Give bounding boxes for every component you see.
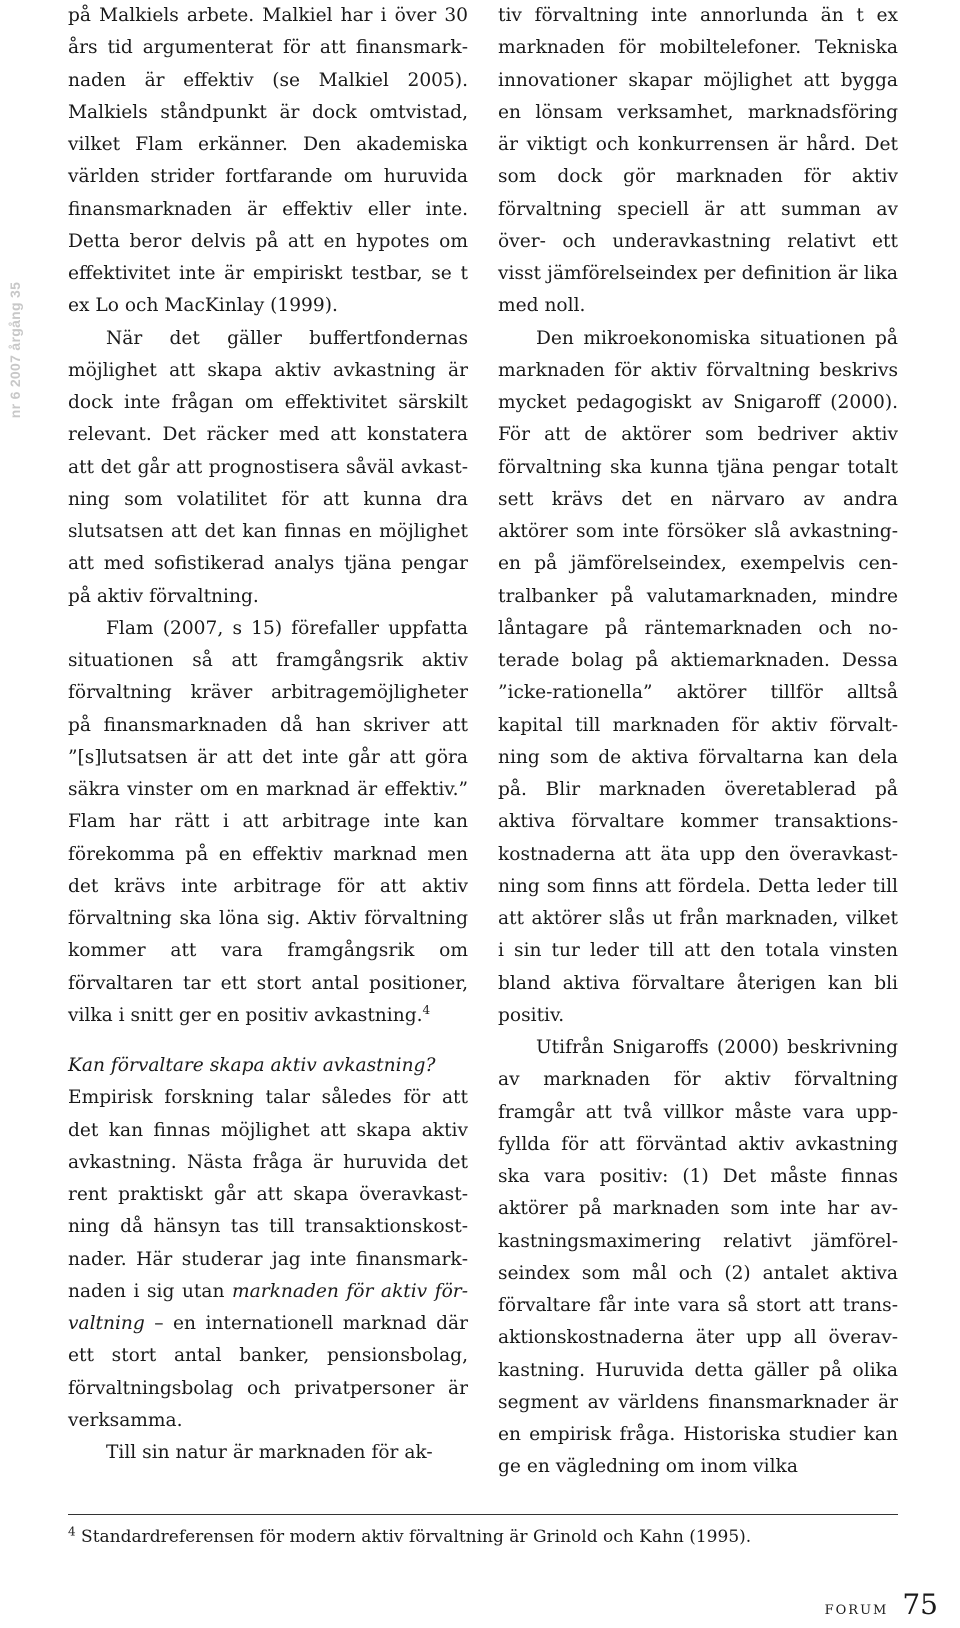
- left-paragraph-4: [68, 1082, 468, 1437]
- issue-sidebar: [0, 230, 30, 470]
- footnote-text: Standardreferensen för modern aktiv förvaltning är Grinold och Kahn (1995).: [75, 1527, 752, 1547]
- left-paragraph-4-text-b: – en internationell marknad där ett stort antal banker, pensionsbolag, förvaltningsbolag och privatpersoner är verksamma.: [68, 1313, 468, 1431]
- journal-name: FORUM: [824, 1603, 889, 1618]
- left-paragraph-5: Till sin natur är marknaden för ak-: [106, 1442, 433, 1463]
- left-paragraph-3-text: Flam (2007, s 15) förefaller uppfatta situationen så att framgångsrik aktiv förvaltning kräver arbitragemöjligheter på finansmarknaden då han skriver att ”[s]lutsatsen är att det inte går att göra säkra vinster om en marknad är effektiv.” Flam har rätt i att arbitrage inte kan förekomma på en effektiv marknad men det krävs inte arbitrage för att aktiv förvaltning ska löna sig. Aktiv förvaltning kommer att vara framgångsrik om förvaltaren tar ett stort antal positioner, vilka i snitt ger en positiv avkastning.: [68, 617, 468, 1026]
- left-paragraph-4-text-a: Empirisk forskning talar således för att det kan finnas möjlighet att skapa aktiv avkastning. Nästa fråga är huruvida det rent praktiskt går att skapa överavkastning då hänsyn tas till transaktionskostnader. Här studerar jag inte finansmarknaden i sig utan: [68, 1087, 468, 1302]
- footnote: [68, 1524, 898, 1550]
- right-paragraph-1: tiv förvaltning inte annorlunda än t ex marknaden för mobiltelefoner. Tekniska innovationer skapar möjlighet att bygga en lönsam verksamhet, marknadsföring är viktigt och konkurrensen är hård. Det som dock gör marknaden för aktiv förvaltning speciell är att summan av över- och underavkastning relativt ett visst jämförelseindex per definition är lika med noll.: [498, 5, 898, 317]
- right-paragraph-2: Den mikroekonomiska situationen på marknaden för aktiv förvaltning beskrivs mycket pedagogiskt av Snigaroff (2000). För att de aktörer som bedriver aktiv förvaltning ska kunna tjäna pengar totalt sett krävs det en närvaro av andra aktörer som inte försöker slå avkastningen på jämförelseindex, exempelvis centralbanker på valutamarknaden, mindre låntagare på räntemarknaden och noterade bolag på aktiemarknaden. Dessa ”icke-rationella” aktörer tillför alltså kapital till marknaden för aktiv förvaltning som de aktiva förvaltarna kan dela på. Blir marknaden överetablerad på aktiva förvaltare kommer transaktionskostnaderna att äta upp den överavkastning som finns att fördela. Detta leder till att aktörer slås ut från marknaden, vilket i sin tur leder till att den totala vinsten bland aktiva förvaltare återigen kan bli positiv.: [498, 327, 898, 1026]
- page-number: 75: [902, 1588, 938, 1621]
- left-column: [68, 0, 468, 1469]
- left-paragraph-3: [68, 613, 468, 1032]
- footnote-divider: [68, 1514, 898, 1515]
- footnote-marker[interactable]: 4: [422, 1002, 431, 1017]
- footnote-number: 4: [68, 1524, 76, 1539]
- left-paragraph-1: på Malkiels arbete. Malkiel har i över 30 års tid argumenterat för att finansmarknaden är effektiv (se Malkiel 2005). Malkiels ståndpunkt är dock omtvistad, vilket Flam erkänner. Den akademiska världen strider fortfarande om huruvida finansmarknaden är effektiv eller inte. Detta beror delvis på att en hypotes om effektivitet inte är empiriskt testbar, se t ex Lo och MacKinlay (1999).: [68, 5, 468, 317]
- section-heading: Kan förvaltare skapa aktiv avkastning?: [68, 1055, 436, 1076]
- right-column: [498, 0, 898, 1484]
- page-footer: [825, 1588, 938, 1628]
- right-paragraph-3: Utifrån Snigaroffs (2000) beskrivning av marknaden för aktiv förvaltning framgår att två villkor måste vara uppfyllda för att förväntad aktiv avkastning ska vara positiv: (1) Det måste finnas aktörer på marknaden som inte har avkastningsmaximering relativt jämförelseindex som mål och (2) antalet aktiva förvaltare får inte vara så stort att transaktionskostnaderna äter upp all överavkastning. Huruvida detta gäller på olika segment av världens finansmarknader är en empirisk fråga. Historiska studier kan ge en vägledning om inom vilka: [498, 1037, 898, 1478]
- left-paragraph-2: När det gäller buffertfondernas möjlighet att skapa aktiv avkastning är dock inte frågan om effektivitet särskilt relevant. Det räcker med att konstatera att det går att prognostisera såväl avkastning som volatilitet för att kunna dra slutsatsen att det kan finnas en möjlighet att med sofistikerad analys tjäna pengar på aktiv förvaltning.: [68, 327, 468, 607]
- left-paragraph-4-emphasis: marknaden för aktiv förvaltning: [68, 1280, 468, 1334]
- issue-label: nr 6 2007 årgång 35: [7, 281, 23, 419]
